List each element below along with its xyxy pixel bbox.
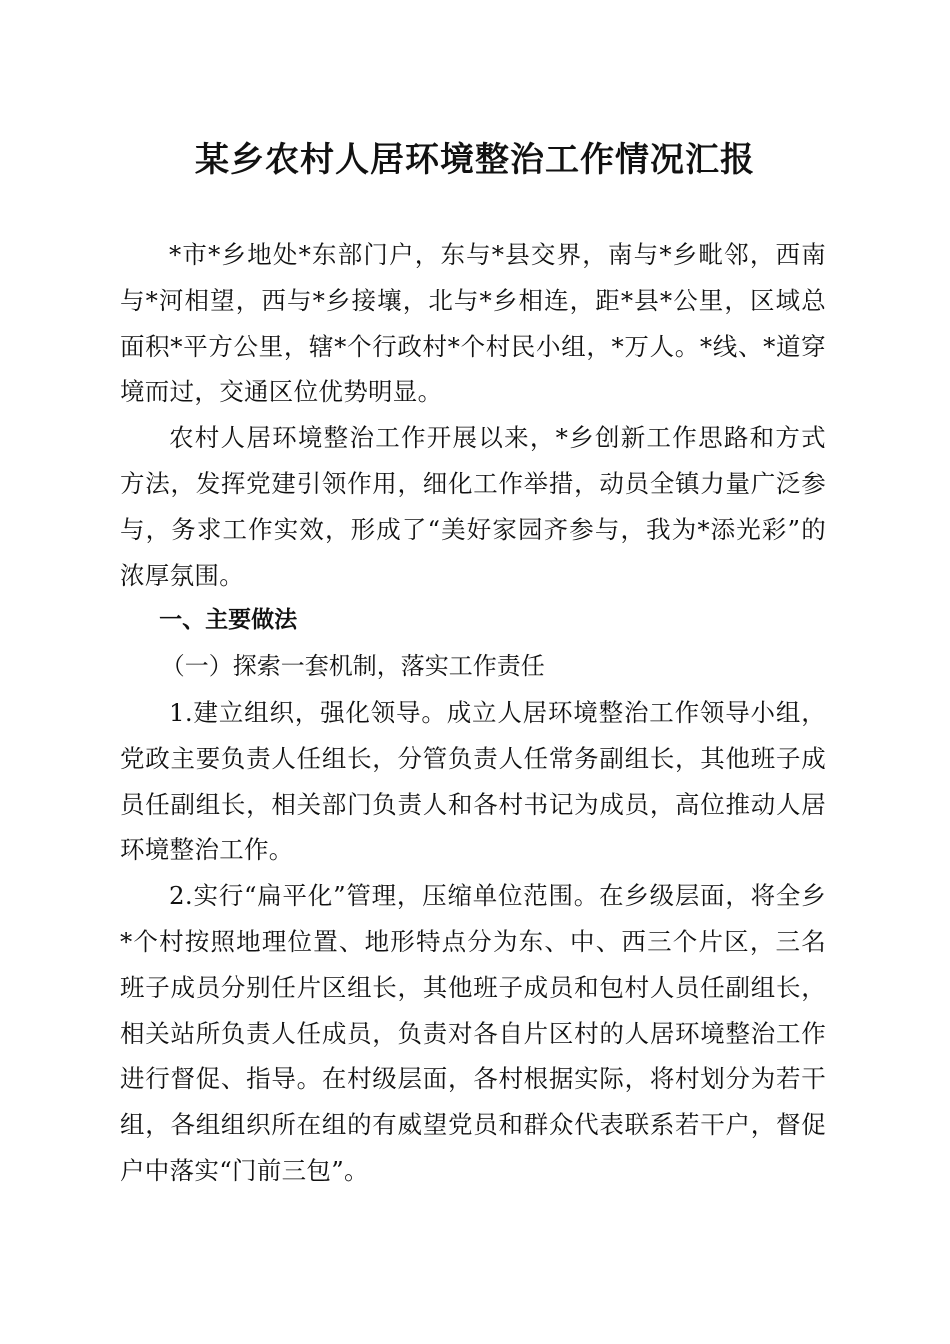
paragraph-point-1: 1.建立组织，强化领导。成立人居环境整治工作领导小组，党政主要负责人任组长，分管负责人任常务副组长，其他班子成员任副组长，相关部门负责人和各村书记为成员，高位推动人居环境整治工作。	[120, 697, 826, 865]
document-title: 某乡农村人居环境整治工作情况汇报	[195, 140, 755, 180]
document-body	[120, 232, 826, 1194]
paragraph-intro: *市*乡地处*东部门户，东与*县交界，南与*乡毗邻，西南与*河相望，西与*乡接壤，北与*乡相连，距*县*公里，区域总面积*平方公里，辖*个行政村*个村民小组，*万人。*线、*道穿境而过，交通区位优势明显。	[120, 240, 826, 407]
paragraph-overview: 农村人居环境整治工作开展以来，*乡创新工作思路和方式方法，发挥党建引领作用，细化工作举措，动员全镇力量广泛参与，务求工作实效，形成了“美好家园齐参与，我为*添光彩”的浓厚氛围。	[120, 423, 826, 590]
section-heading: 一、主要做法	[159, 607, 298, 634]
paragraph-point-2: 2.实行“扁平化”管理，压缩单位范围。在乡级层面，将全乡*个村按照地理位置、地形特点分为东、中、西三个片区，三名班子成员分别任片区组长，其他班子成员和包村人员任副组长，相关站所负责人任成员，负责对各自片区村的人居环境整治工作进行督促、指导。在村级层面，各村根据实际，将村划分为若干组，各组组织所在组的有威望党员和群众代表联系若干户，督促户中落实“门前三包”。	[120, 881, 826, 1185]
subsection-heading: （一）探索一套机制，落实工作责任	[160, 652, 545, 681]
